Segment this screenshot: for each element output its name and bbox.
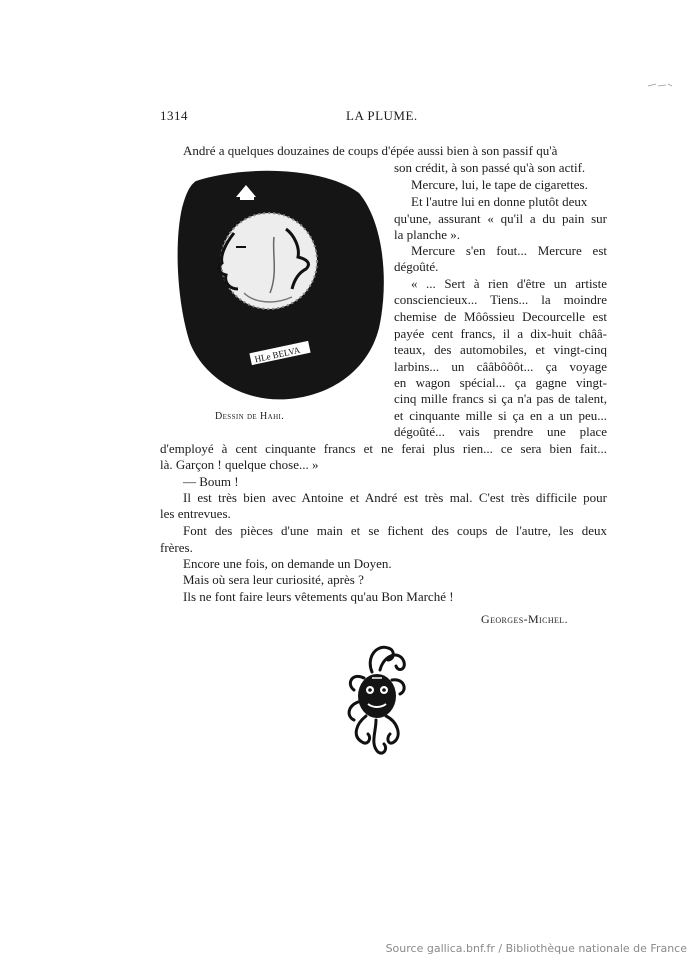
body-line: en wagon spécial... ça gagne vingt- xyxy=(394,375,607,390)
illustration-caption: Dessin de Hahi. xyxy=(215,411,285,422)
journal-title: LA PLUME. xyxy=(346,108,418,123)
body-line: cinq mille francs si ça n'a pas de talent, xyxy=(394,391,607,406)
page-number: 1314 xyxy=(160,108,188,123)
body-line: — Boum ! xyxy=(183,474,239,489)
body-line: chemise de Môôssieu Decourcelle est xyxy=(394,309,607,324)
body-line: Font des pièces d'une main et se fichent des coups de l'autre, les deux xyxy=(183,523,607,538)
body-line: André a quelques douzaines de coups d'épée aussi bien à son passif qu'à xyxy=(183,143,558,158)
body-line: Mercure s'en fout... Mercure est xyxy=(411,243,607,258)
body-line: les entrevues. xyxy=(160,506,231,521)
body-line: frères. xyxy=(160,540,193,555)
body-line: là. Garçon ! quelque chose... » xyxy=(160,457,319,472)
moon-face-illustration xyxy=(174,163,386,403)
body-line: son crédit, à son passé qu'à son actif. xyxy=(394,160,586,175)
body-line: teaux, des automobiles, et vingt-cinq xyxy=(394,342,607,357)
body-line: Ils ne font faire leurs vêtements qu'au Bon Marché ! xyxy=(183,589,454,604)
body-line: dégoûté. xyxy=(394,259,439,274)
body-line: payée cent francs, il a dix-huit chââ- xyxy=(394,326,607,341)
svg-text:HLe BELVA: HLe BELVA xyxy=(253,344,302,365)
body-line: Et l'autre lui en donne plutôt deux xyxy=(411,194,588,209)
author-signature: Georges-Michel. xyxy=(481,612,568,626)
body-line: dégoûté... vais prendre une place xyxy=(394,424,607,439)
body-line: Mais où sera leur curiosité, après ? xyxy=(183,572,364,587)
grotesque-ornament xyxy=(342,632,412,758)
margin-marks xyxy=(646,80,674,90)
body-line: la planche ». xyxy=(394,227,461,242)
body-line: larbins... un cââbôôôt... ça voyage xyxy=(394,359,607,374)
body-line: Mercure, lui, le tape de cigarettes. xyxy=(411,177,588,192)
body-line: Encore une fois, on demande un Doyen. xyxy=(183,556,392,571)
body-line: consciencieux... Tiens... la moindre xyxy=(394,292,607,307)
body-line: Il est très bien avec Antoine et André est très mal. C'est très difficile pour xyxy=(183,490,607,505)
source-footer: Source gallica.bnf.fr / Bibliothèque nationale de France xyxy=(385,942,687,955)
body-line: et cinquante mille si ça en a un peu... xyxy=(394,408,607,423)
body-line: d'employé à cent cinquante francs et ne ferai plus rien... ce sera bien fait... xyxy=(160,441,607,456)
body-line: qu'une, assurant « qu'il a du pain sur xyxy=(394,211,607,226)
body-line: « ... Sert à rien d'être un artiste xyxy=(411,276,607,291)
